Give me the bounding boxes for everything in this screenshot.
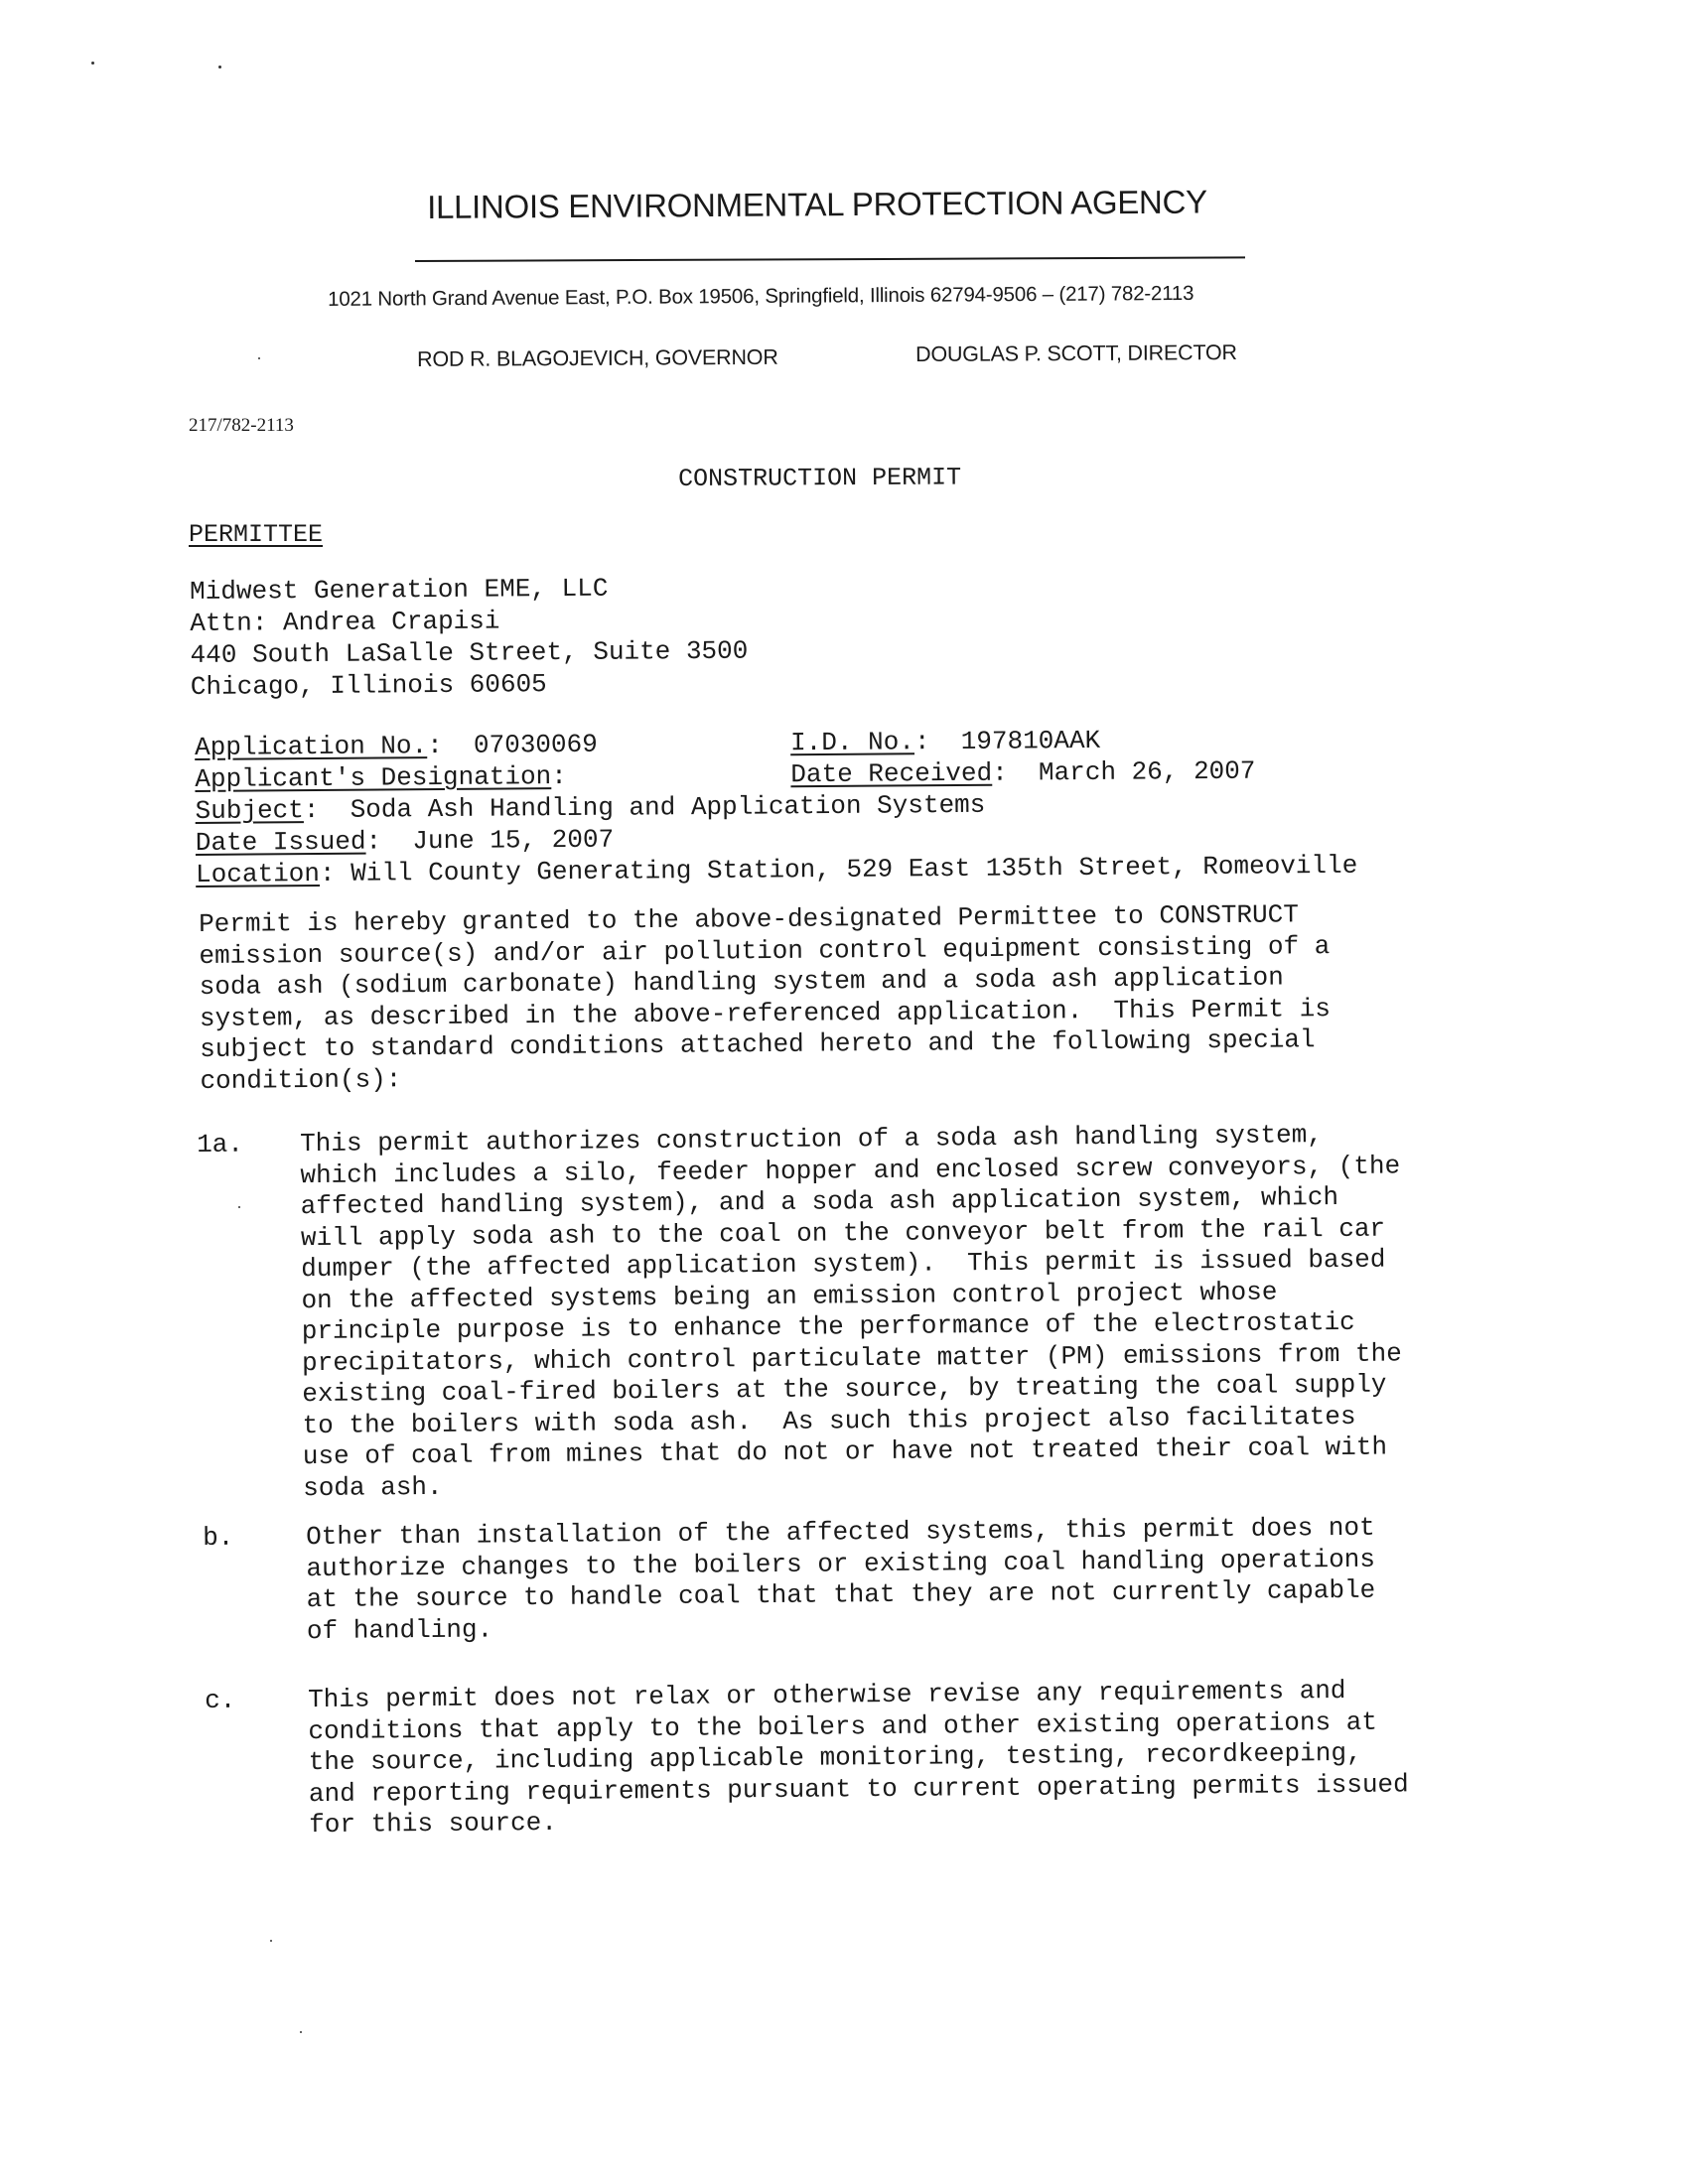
condition-line: conditions that apply to the boilers and other existing operations at [308, 1706, 1378, 1746]
applicant-designation-label: Applicant's Designation [195, 761, 552, 794]
condition-line: dumper (the affected application system). This permit is issued based [301, 1244, 1386, 1285]
phone-reference: 217/782-2113 [189, 415, 294, 436]
director-name: DOUGLAS P. SCOTT, DIRECTOR [915, 341, 1237, 366]
permittee-line: Attn: Andrea Crapisi [190, 606, 500, 638]
application-fields [195, 723, 1486, 891]
condition-line: precipitators, which control particulate matter (PM) emissions from the [301, 1337, 1402, 1378]
location-value: : Will County Generating Station, 529 East 135th Street, Romeoville [319, 850, 1358, 889]
permittee-heading: PERMITTEE [189, 520, 324, 549]
paragraph-line: subject to standard conditions attached hereto and the following special [200, 1024, 1316, 1064]
condition-line: which includes a silo, feeder hopper and enclosed screw conveyors, (the [300, 1150, 1401, 1190]
condition-line: use of coal from mines that do not or have not treated their coal with [302, 1432, 1388, 1472]
paragraph-line: condition(s): [200, 1063, 402, 1096]
condition-line: the source, including applicable monitoring, testing, recordkeeping, [308, 1737, 1362, 1778]
condition-line: to the boilers with soda ash. As such this project also facilitates [302, 1401, 1356, 1440]
condition-line: soda ash. [303, 1471, 443, 1503]
condition-line: This permit does not relax or otherwise revise any requirements and [307, 1675, 1346, 1715]
condition-line: on the affected systems being an emission control project whose [301, 1277, 1278, 1315]
paragraph-line: Permit is hereby granted to the above-designated Permittee to CONSTRUCT [199, 899, 1300, 939]
date-issued-label: Date Issued [195, 826, 366, 858]
applicant-designation-value: : [551, 761, 567, 792]
condition-line: authorize changes to the boilers or existing coal handling operations [306, 1544, 1376, 1583]
condition-line: of handling. [306, 1613, 493, 1646]
grant-paragraph [199, 898, 1452, 1097]
condition-line: Other than installation of the affected systems, this permit does not [305, 1512, 1375, 1553]
subject-value: : Soda Ash Handling and Application Systems [303, 789, 986, 826]
condition-marker: b. [203, 1522, 234, 1553]
permittee-line: Midwest Generation EME, LLC [190, 573, 609, 607]
date-issued-value: : June 15, 2007 [365, 824, 615, 857]
paragraph-line: system, as described in the above-referenced application. This Permit is [199, 993, 1332, 1033]
permittee-address [190, 572, 749, 703]
condition-b [203, 1511, 1513, 1646]
permittee-line: Chicago, Illinois 60605 [190, 669, 547, 702]
condition-line: will apply soda ash to the coal on the conveyor belt from the rail car [300, 1213, 1386, 1253]
id-no-label: I.D. No. [789, 727, 915, 758]
condition-line: at the source to handle coal that that they are not currently capable [306, 1574, 1376, 1615]
agency-name: ILLINOIS ENVIRONMENTAL PROTECTION AGENCY [427, 183, 1207, 225]
condition-line: and reporting requirements pursuant to current operating permits issued [308, 1768, 1409, 1809]
condition-line: existing coal-fired boilers at the source, by treating the coal supply [302, 1369, 1387, 1410]
date-received-label: Date Received [790, 757, 993, 790]
condition-line: affected handling system), and a soda ash application system, which [300, 1181, 1339, 1222]
condition-c [205, 1674, 1515, 1841]
date-received-value: : March 26, 2007 [992, 755, 1256, 788]
application-no-label: Application No. [195, 731, 428, 762]
permittee-line: 440 South LaSalle Street, Suite 3500 [190, 635, 749, 670]
application-no-value: : 07030069 [427, 729, 598, 761]
paragraph-line: emission source(s) and/or air pollution control equipment consisting of a [199, 930, 1331, 971]
condition-1a [197, 1118, 1507, 1503]
condition-line: for this source. [309, 1807, 557, 1841]
id-no-value: : 197810AAK [913, 725, 1101, 757]
agency-address: 1021 North Grand Avenue East, P.O. Box 19506, Springfield, Illinois 62794-9506 – (217) 782-2113 [328, 281, 1194, 311]
paragraph-line: soda ash (sodium carbonate) handling system and a soda ash application [199, 962, 1284, 1002]
condition-marker: c. [205, 1685, 236, 1715]
document-title: CONSTRUCTION PERMIT [678, 463, 962, 493]
condition-marker: 1a. [197, 1129, 244, 1160]
subject-label: Subject [195, 795, 304, 826]
condition-line: principle purpose is to enhance the performance of the electrostatic [301, 1306, 1355, 1347]
governor-name: ROD R. BLAGOJEVICH, GOVERNOR [417, 344, 778, 371]
condition-line: This permit authorizes construction of a soda ash handling system, [299, 1120, 1323, 1160]
header-rule [415, 256, 1245, 262]
location-label: Location [196, 859, 321, 889]
